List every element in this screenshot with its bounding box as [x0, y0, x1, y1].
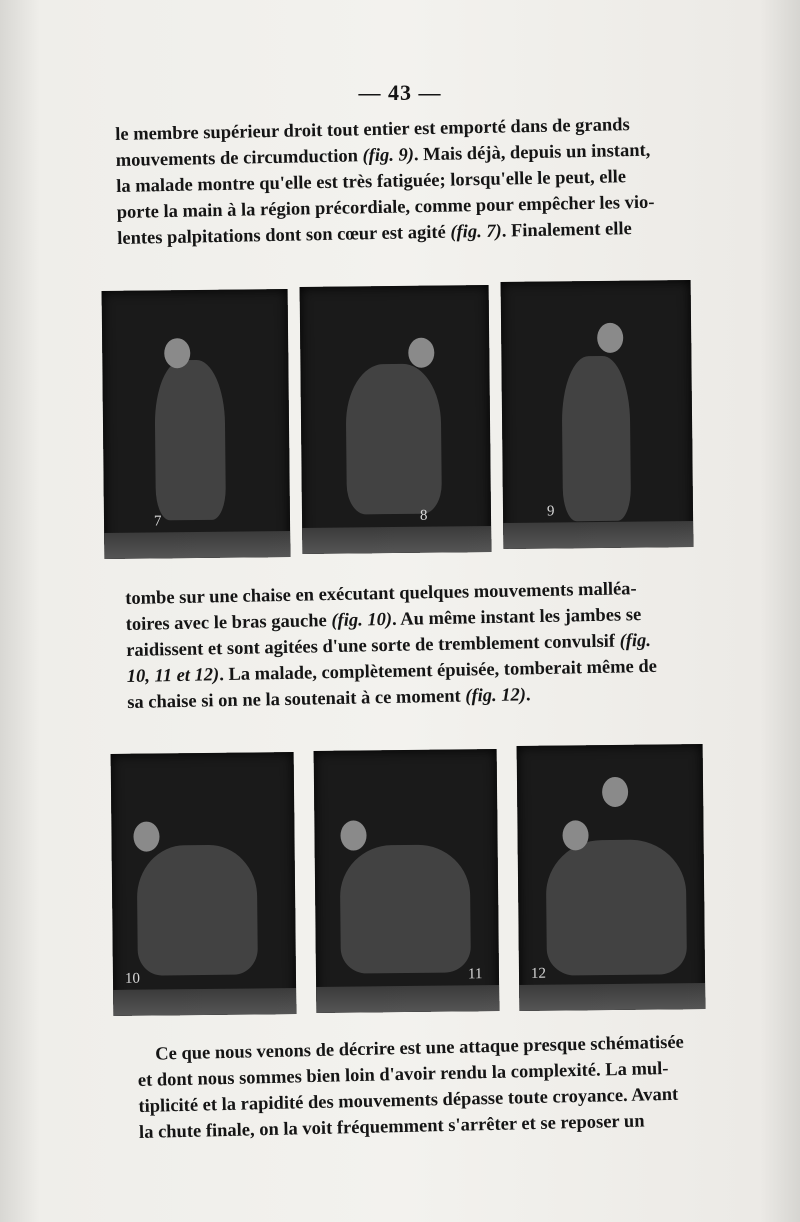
figure-number: 8 — [419, 507, 428, 524]
text-line: Ce que nous venons de décrire est une attaque presque schématisée — [155, 1032, 684, 1065]
text-line: 10, 11 et 12). La malade, complètement épuisée, tomberait même de — [126, 656, 658, 687]
text-line: le membre supérieur droit tout entier est emporté dans de grands — [115, 115, 630, 145]
text-line: lentes palpitations dont son cœur est agité (fig. 7). Finalement elle — [117, 219, 632, 249]
photo-figure-9 — [501, 280, 694, 549]
photo-figure-10 — [111, 752, 297, 1016]
text-line: et dont nous sommes bien loin d'avoir rendu la complexité. La mul- — [137, 1058, 669, 1091]
text-line: sa chaise si on ne la soutenait à ce moment (fig. 12). — [127, 685, 531, 713]
photo-figure-12 — [517, 744, 706, 1011]
text-line: la malade montre qu'elle est très fatiguée; lorsqu'elle le peut, elle — [116, 167, 627, 197]
figure-number: 10 — [124, 970, 141, 987]
figure-number: 11 — [467, 966, 483, 983]
text-line: raidissent et sont agitées d'une sorte de tremblement convulsif (fig. — [126, 630, 652, 661]
text-line: tiplicité et la rapidité des mouvements dépasse toute croyance. Avant — [138, 1084, 679, 1117]
text-line: toires avec le bras gauche (fig. 10). Au même instant les jambes se — [125, 605, 642, 635]
photo-figure-11 — [314, 749, 500, 1013]
paragraph-3 — [137, 1029, 696, 1146]
text-line: mouvements de circumduction (fig. 9). Mais déjà, depuis un instant, — [115, 140, 651, 171]
photo-figure-7 — [102, 289, 291, 559]
text-line: la chute finale, on la voit fréquemment s'arrêter et se reposer un — [138, 1111, 645, 1143]
paragraph-2 — [125, 575, 682, 716]
figure-number: 9 — [546, 503, 555, 520]
figure-number: 12 — [530, 965, 547, 982]
paragraph-1 — [115, 111, 677, 252]
text-line: porte la main à la région précordiale, comme pour empêcher les vio- — [116, 192, 655, 223]
figure-number: 7 — [153, 513, 162, 530]
text-line: tombe sur une chaise en exécutant quelques mouvements malléa- — [125, 579, 637, 609]
photo-figure-8 — [300, 285, 492, 554]
page-number: — 43 — — [358, 80, 442, 105]
